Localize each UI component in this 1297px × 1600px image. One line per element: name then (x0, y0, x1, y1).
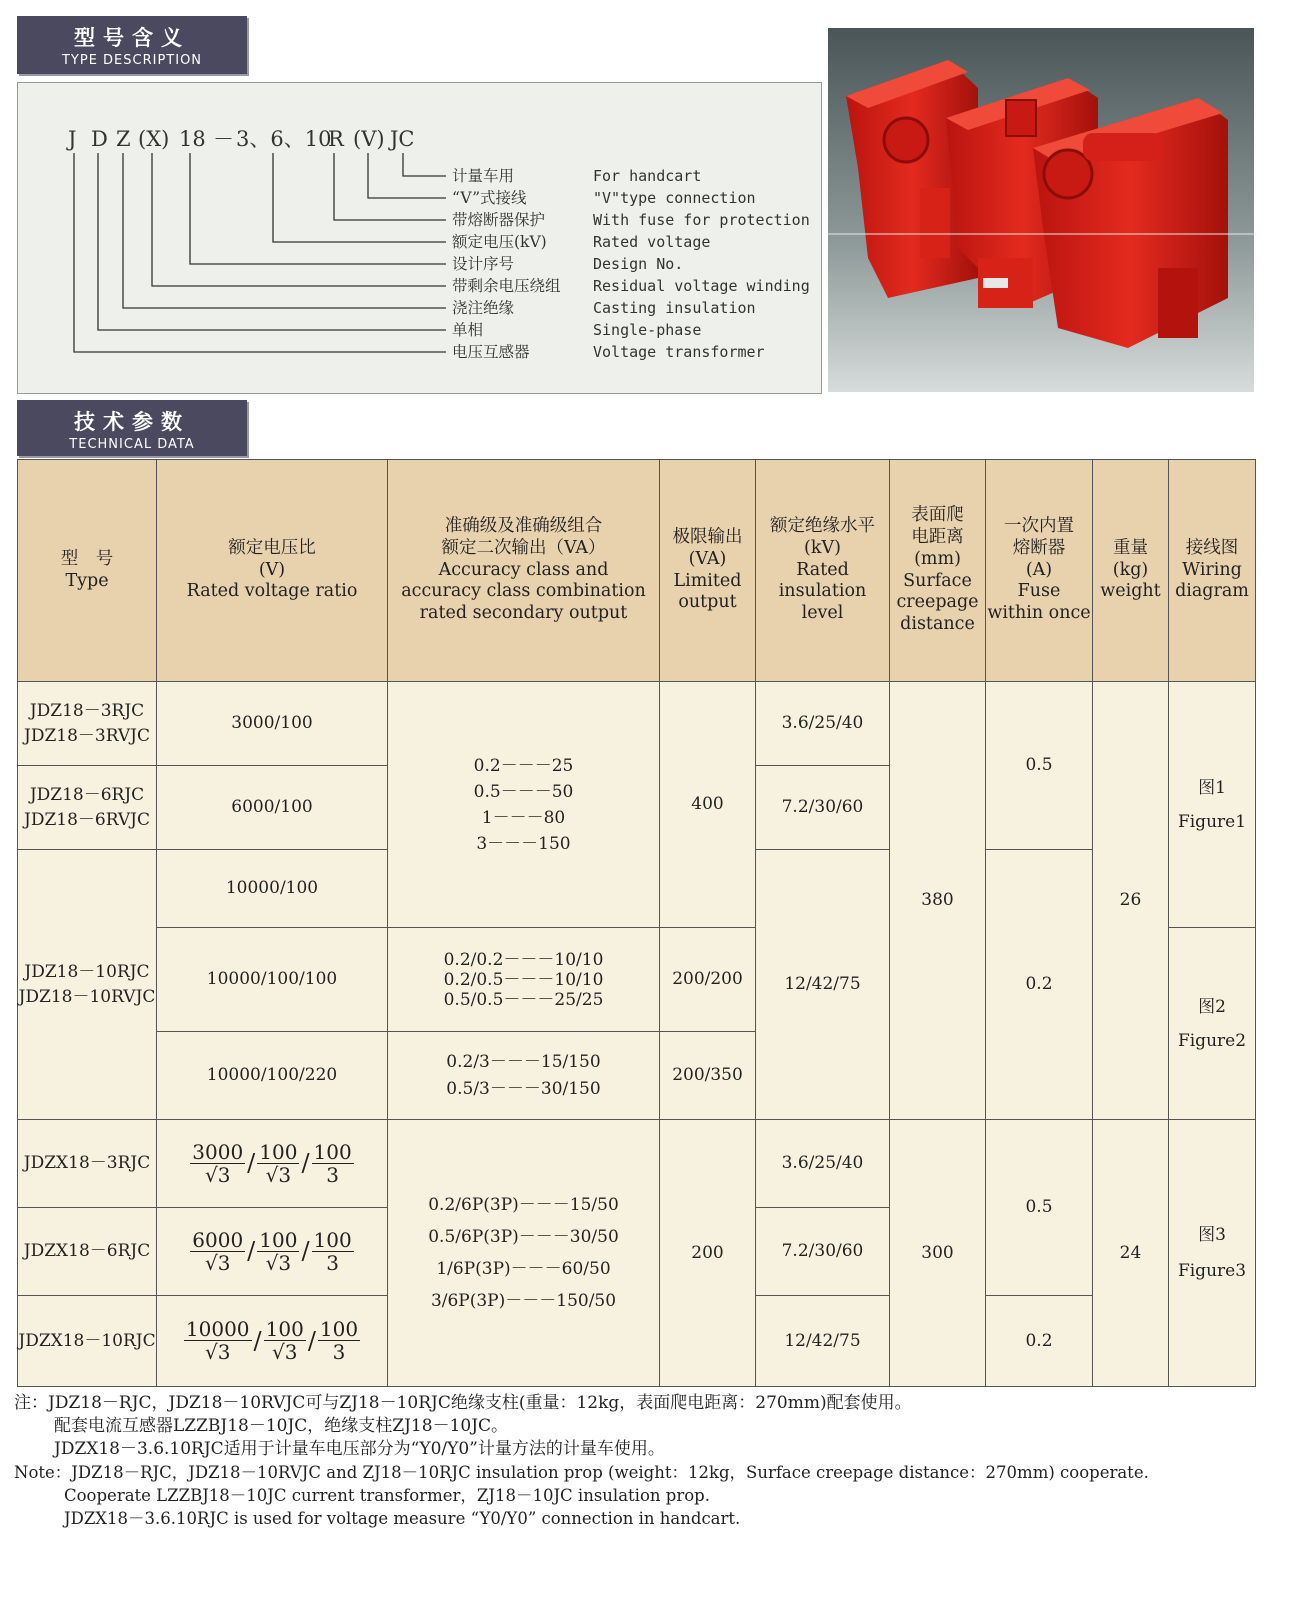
ratio-cell: 3000/100 (157, 682, 388, 766)
legend-en: "V"type connection (593, 189, 756, 207)
slash: / (247, 1237, 256, 1266)
header-weight (1093, 460, 1169, 682)
header-lines: 表面爬 电距离 (mm) Surface creepage distance (896, 504, 979, 635)
legend-en: For handcart (593, 167, 702, 185)
insulation-cell: 7.2/30/60 (756, 766, 890, 850)
creepage-cell: 300 (890, 1120, 986, 1387)
note-line: 注：JDZ18－RJC，JDZ18－10RVJC可与ZJ18－10RJC绝缘支柱(重量：12kg，表面爬电距离：270mm)配套使用。 (14, 1393, 912, 1413)
ratio-cell: 6000/100 (157, 766, 388, 850)
code-part: R (328, 127, 344, 151)
cell-lines: JDZ18－6RJC JDZ18－6RVJC (24, 784, 150, 830)
header-en: TECHNICAL DATA (69, 437, 195, 452)
product-photo (828, 28, 1254, 392)
creepage-cell: 380 (890, 682, 986, 1120)
legend-cn: 带剩余电压绕组 (452, 277, 561, 295)
fraction: $\frac{10000}{√3}$ (185, 1317, 250, 1364)
header-limit (660, 460, 756, 682)
model-code-diagram (18, 83, 821, 393)
cell-lines: 0.2/3－－－15/150 0.5/3－－－30/150 (446, 1051, 601, 1099)
code-part: Z (116, 127, 131, 151)
type-cell: JDZX18－6RJC (18, 1208, 157, 1296)
fraction: $\frac{100}{√3}$ (265, 1317, 304, 1364)
header-lines: 极限输出 (VA) Limited output (672, 526, 743, 613)
header-wiring (1169, 460, 1256, 682)
fraction: $\frac{3000}{√3}$ (192, 1139, 244, 1187)
code-part: D (91, 127, 108, 151)
cell-lines: 0.2/6P(3P)－－－15/50 0.5/6P(3P)－－－30/50 1/6P(3P)－－－60/50 3/6P(3P)－－－150/50 (428, 1195, 619, 1311)
legend-cn: 额定电压(kV) (452, 233, 547, 251)
slash: / (247, 1149, 256, 1178)
type-cell: JDZX18－10RJC (18, 1296, 157, 1387)
accuracy-cell (388, 928, 660, 1032)
insulation-cell: 3.6/25/40 (756, 1120, 890, 1208)
fraction: $\frac{100}{3}$ (313, 1139, 352, 1187)
header-type (18, 460, 157, 682)
wiring-cell (1169, 928, 1256, 1120)
legend-cn: 电压互感器 (452, 343, 530, 361)
header-lines: 额定绝缘水平 (kV) Rated insulation level (770, 515, 875, 624)
cell-lines: 图2 Figure2 (1177, 996, 1247, 1051)
limit-cell: 200/200 (660, 928, 756, 1032)
accuracy-cell (388, 682, 660, 928)
insulation-cell: 7.2/30/60 (756, 1208, 890, 1296)
header-lines: 额定电压比 (V) Rated voltage ratio (186, 537, 358, 602)
fraction: $\frac{100}{3}$ (313, 1227, 352, 1275)
code-part: － (213, 127, 234, 151)
legend-en: Rated voltage (593, 233, 711, 251)
insulation-cell: 12/42/75 (756, 1296, 890, 1387)
legend-cn: 设计序号 (452, 255, 515, 273)
ratio-cell: 10000/100/100 (157, 928, 388, 1032)
header-lines: 准确级及准确级组合 额定二次输出（VA） Accuracy class and accuracy class combination rated secondary output (401, 515, 646, 624)
header-cn: 技术参数 (74, 410, 190, 434)
header-lines: 一次内置 熔断器 (A) Fuse within once (987, 515, 1091, 624)
note-line: Cooperate LZZBJ18－10JC current transformer，ZJ18－10JC insulation prop. (64, 1486, 710, 1505)
limit-cell: 200 (660, 1120, 756, 1387)
accuracy-cell (388, 1120, 660, 1387)
type-cell (18, 766, 157, 850)
technical-data-header (17, 400, 247, 456)
header-insulation (756, 460, 890, 682)
header-lines: 型 号 Type (60, 548, 114, 591)
type-description-header (17, 16, 247, 74)
fraction: $\frac{100}{3}$ (319, 1317, 359, 1364)
note-line: Note：JDZ18－RJC，JDZ18－10RVJC and ZJ18－10RJC insulation prop (weight：12kg，Surface creepage distance：270mm) cooperate. (14, 1463, 1149, 1482)
limit-cell: 400 (660, 682, 756, 928)
code-part: 18 (179, 127, 206, 151)
legend-en: With fuse for protection (593, 211, 810, 229)
type-cell: JDZX18－3RJC (18, 1120, 157, 1208)
header-lines: 接线图 Wiring diagram (1175, 537, 1249, 602)
ratio-cell (157, 1208, 388, 1296)
fuse-cell: 0.2 (986, 850, 1093, 1120)
fuse-cell: 0.5 (986, 682, 1093, 850)
cell-lines: 图3 Figure3 (1177, 1225, 1247, 1281)
cell-lines: 图1 Figure1 (1177, 777, 1247, 832)
code-part: 3、6、10 (236, 127, 332, 151)
fraction: $\frac{100}{√3}$ (259, 1227, 298, 1275)
wiring-cell (1169, 682, 1256, 928)
slash: / (301, 1149, 310, 1178)
legend-en: Design No. (593, 255, 684, 273)
cell-lines: JDZ18－10RJC JDZ18－10RVJC (18, 961, 156, 1007)
ratio-cell: 10000/100/220 (157, 1032, 388, 1120)
legend-cn: 浇注绝缘 (452, 299, 515, 317)
accuracy-cell (388, 1032, 660, 1120)
limit-cell: 200/350 (660, 1032, 756, 1120)
ratio-cell: 10000/100 (157, 850, 388, 928)
header-ratio (157, 460, 388, 682)
weight-cell: 24 (1093, 1120, 1169, 1387)
insulation-cell: 3.6/25/40 (756, 682, 890, 766)
type-cell (18, 682, 157, 766)
header-fuse (986, 460, 1093, 682)
header-lines: 重量 (kg) weight (1100, 537, 1161, 602)
code-part: (V) (353, 127, 385, 151)
legend-cn: 计量车用 (452, 167, 515, 185)
cell-lines: JDZ18－3RJC JDZ18－3RVJC (24, 700, 150, 746)
header-accuracy (388, 460, 660, 682)
fuse-cell: 0.5 (986, 1120, 1093, 1296)
weight-cell: 26 (1093, 682, 1169, 1120)
note-line: 配套电流互感器LZZBJ18－10JC，绝缘支柱ZJ18－10JC。 (54, 1416, 509, 1436)
header-cn: 型号含义 (74, 26, 190, 50)
legend-en: Casting insulation (593, 299, 756, 317)
ratio-cell (157, 1296, 388, 1387)
note-line: JDZX18－3.6.10RJC is used for voltage measure “Y0/Y0” connection in handcart. (64, 1509, 741, 1528)
type-description-box (17, 82, 822, 394)
notes (14, 1392, 1284, 1530)
code-part: (X) (138, 127, 170, 151)
legend-en: Residual voltage winding (593, 277, 810, 295)
slash: / (307, 1326, 316, 1355)
wiring-cell (1169, 1120, 1256, 1387)
slash: / (301, 1237, 310, 1266)
ratio-cell (157, 1120, 388, 1208)
type-cell (18, 850, 157, 1120)
fraction: $\frac{6000}{√3}$ (192, 1227, 244, 1275)
cell-lines: 0.2/0.2－－－10/10 0.2/0.5－－－10/10 0.5/0.5－－－25/25 (443, 949, 604, 1010)
insulation-cell: 12/42/75 (756, 850, 890, 1120)
legend-cn: 带熔断器保护 (452, 211, 546, 229)
technical-data-table (17, 459, 1256, 1387)
header-en: TYPE DESCRIPTION (61, 53, 203, 68)
legend-en: Voltage transformer (593, 343, 765, 361)
cell-lines: 0.2－－－25 0.5－－－50 1－－－80 3－－－150 (473, 755, 574, 854)
code-part: J (68, 127, 77, 151)
legend-cn: “V”式接线 (452, 189, 527, 207)
slash: / (253, 1326, 262, 1355)
legend-cn: 单相 (452, 321, 484, 339)
fraction: $\frac{100}{√3}$ (259, 1139, 298, 1187)
fuse-cell: 0.2 (986, 1296, 1093, 1387)
header-creepage (890, 460, 986, 682)
code-part: JC (390, 127, 415, 151)
legend-en: Single-phase (593, 321, 702, 339)
note-line: JDZX18－3.6.10RJC适用于计量车电压部分为“Y0/Y0”计量方法的计量车使用。 (54, 1439, 665, 1459)
